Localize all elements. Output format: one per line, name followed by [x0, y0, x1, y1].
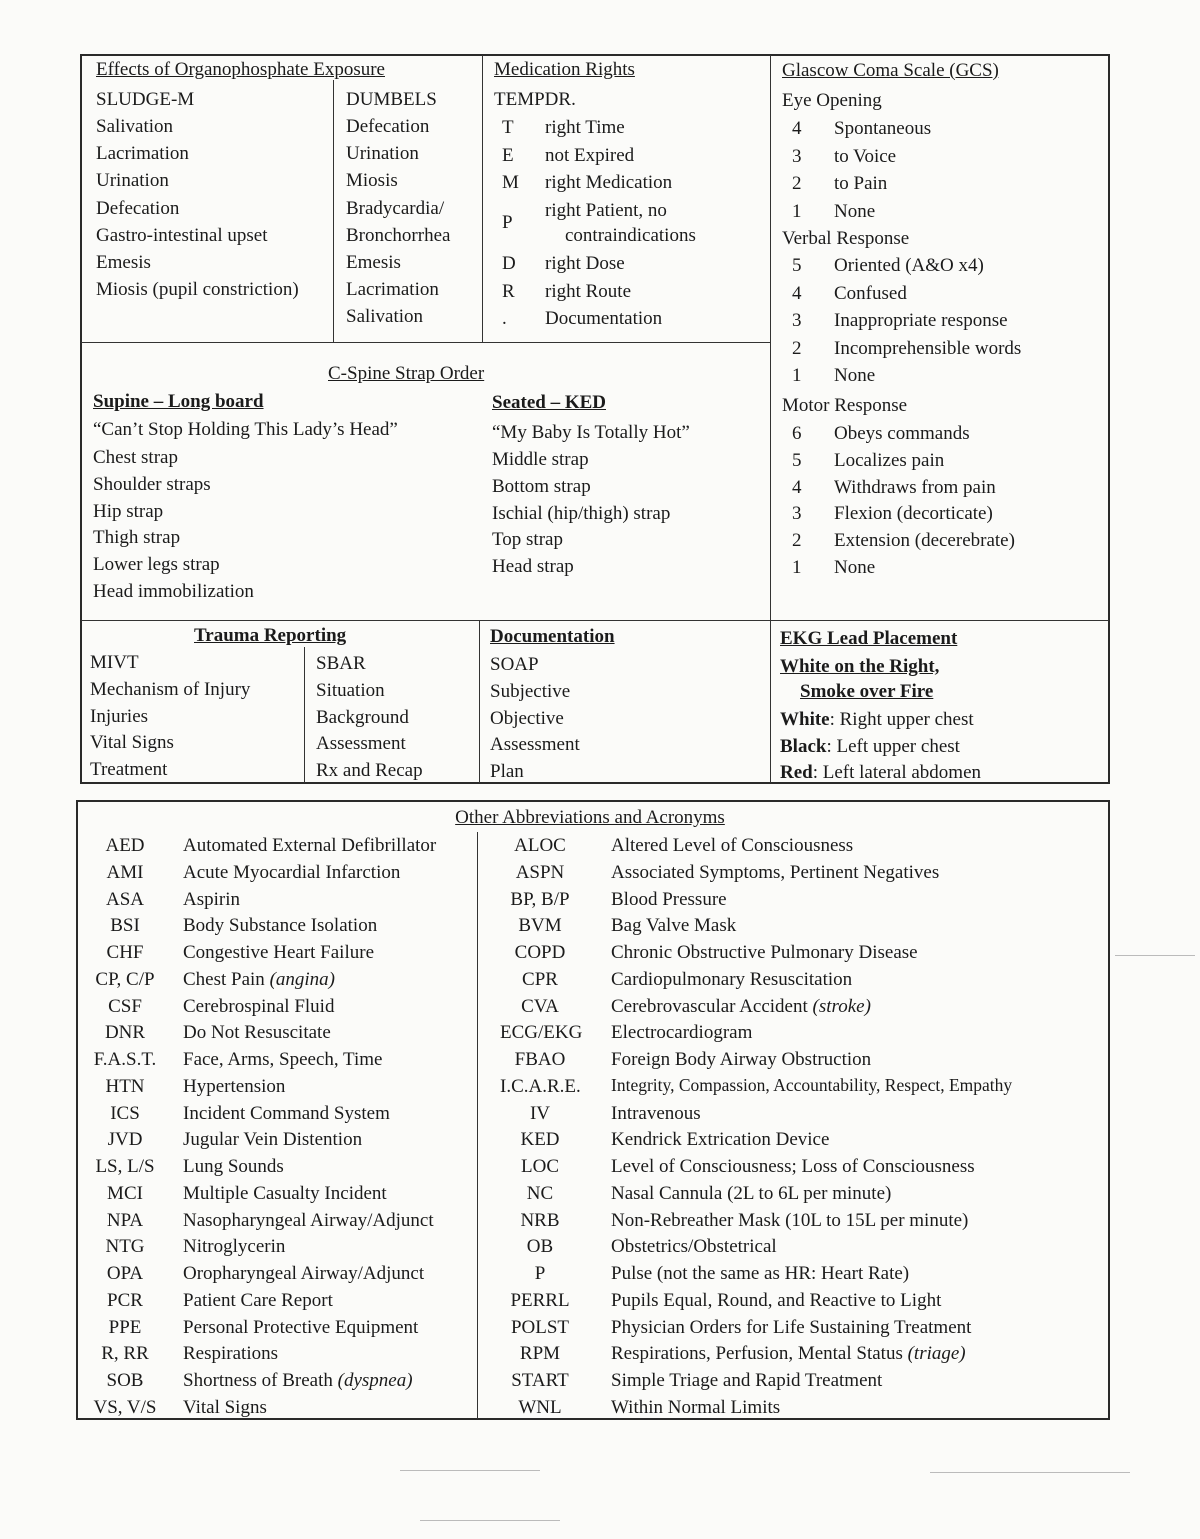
abbreviation: BVM [518, 915, 562, 937]
divider [333, 80, 334, 343]
divider [482, 55, 483, 343]
definition-text: Lung Sounds [183, 1156, 284, 1177]
gcs-description: Extension (decerebrate) [834, 530, 1015, 552]
abbreviation: SOB [106, 1370, 144, 1391]
divider [479, 620, 480, 783]
abbreviation: PPE [108, 1316, 142, 1338]
definition-text: Oropharyngeal Airway/Adjunct [183, 1263, 425, 1284]
ekg-lead-row [780, 710, 974, 729]
abbreviation-definition [183, 1318, 418, 1337]
definition-text: Pulse (not the same as HR: Heart Rate) [611, 1263, 910, 1284]
ekg-rule-1: White on the Right, [780, 656, 940, 677]
abbreviation-definition [183, 1050, 383, 1069]
mivt-item: Mechanism of Injury [90, 679, 251, 700]
divider [477, 832, 478, 1419]
abbreviations-title: Other Abbreviations and Acronyms [455, 807, 725, 828]
medication-letter: . [502, 308, 507, 329]
medication-mnemonic: TEMPDR. [494, 89, 576, 110]
medication-text: right Patient, no [545, 200, 667, 221]
abbreviation-definition [611, 1130, 829, 1149]
seated-item: Ischial (hip/thigh) strap [492, 502, 671, 524]
medication-letter: M [502, 172, 519, 193]
abbreviation: JVD [107, 1129, 143, 1151]
abbreviation: START [511, 1370, 569, 1391]
ekg-lead-row [780, 737, 960, 756]
definition-text: Acute Myocardial Infarction [183, 861, 401, 883]
seated-mnemonic: “My Baby Is Totally Hot” [492, 422, 690, 443]
definition-note: (stroke) [812, 995, 871, 1017]
abbreviation: ALOC [514, 835, 566, 856]
abbreviation: PERRL [510, 1289, 570, 1311]
abbreviation: HTN [105, 1075, 145, 1097]
soap-item: Plan [490, 760, 524, 782]
abbreviation: ICS [110, 1102, 140, 1124]
medication-text: right Medication [545, 172, 673, 193]
medication-text: contraindications [565, 225, 696, 246]
supine-item: Hip strap [93, 500, 164, 522]
definition-text: Congestive Heart Failure [183, 942, 375, 963]
abbreviation: CPR [522, 968, 558, 990]
abbreviation: POLST [510, 1316, 570, 1338]
abbreviation-definition [183, 1211, 434, 1230]
soap-item: Objective [490, 707, 564, 729]
medication-title: Medication Rights [494, 59, 635, 80]
definition-text: Body Substance Isolation [183, 915, 378, 937]
abbreviation-definition [611, 1074, 1013, 1095]
definition-note: (dyspnea) [337, 1370, 413, 1391]
definition-text: Respirations, Perfusion, Mental Status [611, 1343, 903, 1365]
definition-text: Intravenous [611, 1102, 701, 1124]
abbreviation-definition [611, 1291, 941, 1310]
sludge-title: SLUDGE-M [96, 89, 195, 110]
definition-text: Cardiopulmonary Resuscitation [611, 968, 853, 990]
definition-text: Automated External Defibrillator [183, 835, 437, 856]
abbreviation-definition [183, 1023, 331, 1042]
definition-text: Simple Triage and Rapid Treatment [611, 1370, 883, 1391]
abbreviation-definition [611, 1344, 966, 1363]
ekg-lead-color: Red [780, 762, 813, 783]
definition-text: Jugular Vein Distention [183, 1129, 363, 1151]
medication-letter: E [502, 145, 514, 166]
supine-title: Supine – Long board [93, 391, 264, 412]
soap-title: SOAP [490, 654, 539, 675]
abbreviation: LOC [521, 1156, 559, 1177]
abbreviation-definition [611, 916, 736, 935]
sbar-item: Background [316, 706, 409, 728]
abbreviation-definition [183, 1130, 362, 1149]
medication-text: not Expired [545, 145, 635, 166]
definition-text: Chronic Obstructive Pulmonary Disease [611, 942, 918, 963]
definition-text: Level of Consciousness; Loss of Consciousness [611, 1156, 975, 1177]
definition-text: Associated Symptoms, Pertinent Negatives [611, 861, 940, 883]
sludge-item: Miosis (pupil constriction) [96, 279, 299, 301]
abbreviation: DNR [104, 1022, 146, 1044]
abbreviation: CP, C/P [95, 968, 155, 990]
gcs-title: Glascow Coma Scale (GCS) [782, 60, 999, 81]
divider [81, 342, 770, 343]
gcs-score: 3 [792, 503, 802, 525]
mivt-item: Injuries [90, 705, 149, 727]
seated-item: Head strap [492, 556, 574, 578]
medication-letter: P [502, 212, 513, 233]
definition-text: Chest Pain [183, 968, 265, 990]
gcs-score: 4 [792, 118, 802, 139]
abbreviation: MCI [107, 1182, 143, 1204]
definition-text: Non-Rebreather Mask (10L to 15L per minute) [611, 1209, 969, 1231]
scan-artifact [420, 1520, 560, 1521]
soap-item: Subjective [490, 681, 571, 702]
medication-text: right Dose [545, 253, 625, 274]
gcs-eye-title: Eye Opening [782, 90, 882, 111]
supine-item: Shoulder straps [93, 473, 211, 495]
gcs-description: Inappropriate response [834, 310, 1008, 332]
definition-text: Hypertension [183, 1075, 286, 1097]
abbreviation: NPA [106, 1209, 144, 1231]
abbreviation-definition [611, 1237, 777, 1256]
abbreviation: COPD [514, 942, 566, 963]
dumbels-item: Defecation [346, 116, 430, 137]
definition-text: Nasopharyngeal Airway/Adjunct [183, 1209, 434, 1231]
definition-note: (triage) [907, 1343, 966, 1365]
mivt-title: MIVT [90, 652, 139, 673]
ekg-lead-row [780, 763, 981, 782]
ekg-lead-position: : Left upper chest [826, 735, 960, 757]
abbreviation-definition [183, 1291, 333, 1310]
abbreviation-definition [611, 1104, 701, 1123]
abbreviation-definition [183, 943, 374, 962]
mivt-item: Vital Signs [90, 732, 174, 753]
sludge-item: Emesis [96, 252, 151, 273]
definition-text: Vital Signs [183, 1396, 267, 1418]
abbreviation-definition [183, 997, 334, 1016]
abbreviation: NRB [520, 1209, 560, 1231]
abbreviation-definition [183, 1398, 267, 1417]
supine-item: Head immobilization [93, 581, 254, 602]
abbreviation-definition [611, 1264, 909, 1283]
abbreviation-definition [183, 916, 377, 935]
organophosphate-title: Effects of Organophosphate Exposure [96, 59, 385, 80]
abbreviation: NC [526, 1182, 554, 1204]
definition-text: Nasal Cannula (2L to 6L per minute) [611, 1182, 892, 1204]
definition-note: (angina) [269, 968, 335, 990]
definition-text: Aspirin [183, 888, 240, 910]
gcs-description: Oriented (A&O x4) [834, 255, 984, 276]
gcs-score: 4 [792, 282, 802, 304]
definition-text: Incident Command System [183, 1102, 390, 1124]
abbreviation-definition [183, 836, 436, 855]
medication-text: Documentation [545, 308, 663, 329]
definition-text: Blood Pressure [611, 888, 727, 910]
dumbels-item: Miosis [346, 170, 398, 192]
gcs-score: 1 [792, 365, 802, 387]
abbreviation-definition [183, 1104, 390, 1123]
supine-item: Chest strap [93, 447, 178, 468]
sludge-item: Lacrimation [96, 143, 189, 165]
abbreviation-definition [611, 1371, 882, 1390]
ekg-rule-2: Smoke over Fire [800, 681, 934, 702]
abbreviation: ECG/EKG [500, 1022, 583, 1044]
definition-text: Cerebrospinal Fluid [183, 995, 335, 1017]
abbreviation-definition [611, 890, 727, 909]
definition-text: Respirations [183, 1343, 278, 1365]
definition-text: Patient Care Report [183, 1289, 333, 1311]
medication-text: right Route [545, 281, 632, 302]
scan-artifact [930, 1472, 1130, 1473]
gcs-score: 4 [792, 476, 802, 498]
definition-text: Foreign Body Airway Obstruction [611, 1049, 872, 1070]
gcs-verbal-title: Verbal Response [782, 228, 910, 249]
gcs-description: Spontaneous [834, 118, 932, 139]
abbreviation: I.C.A.R.E. [500, 1075, 581, 1097]
abbreviation-definition [183, 1157, 284, 1176]
abbreviation-definition [183, 970, 335, 989]
gcs-description: Flexion (decorticate) [834, 503, 993, 525]
definition-text: Electrocardiogram [611, 1022, 753, 1044]
definition-text: Face, Arms, Speech, Time [183, 1049, 383, 1070]
abbreviation-definition [611, 836, 853, 855]
sludge-item: Urination [96, 170, 169, 192]
abbreviation-definition [611, 1318, 971, 1337]
abbreviation-definition [183, 1237, 285, 1256]
abbreviation: LS, L/S [95, 1156, 155, 1177]
soap-item: Assessment [490, 734, 580, 755]
abbreviation-definition [183, 1184, 387, 1203]
definition-text: Shortness of Breath [183, 1370, 333, 1391]
abbreviation: VS, V/S [93, 1396, 157, 1418]
definition-text: Nitroglycerin [183, 1236, 286, 1258]
gcs-description: Confused [834, 282, 907, 304]
ekg-lead-position: : Left lateral abdomen [812, 762, 982, 783]
gcs-description: Localizes pain [834, 449, 945, 471]
dumbels-item: Bronchorrhea [346, 224, 451, 246]
abbreviation-definition [611, 1157, 975, 1176]
divider [304, 647, 305, 783]
abbreviation: PCR [107, 1289, 143, 1311]
gcs-description: None [834, 200, 876, 222]
definition-text: Personal Protective Equipment [183, 1316, 419, 1338]
definition-text: Pupils Equal, Round, and Reactive to Light [611, 1289, 942, 1311]
gcs-motor-title: Motor Response [782, 395, 908, 416]
abbreviation-definition [611, 863, 939, 882]
gcs-score: 5 [792, 449, 802, 471]
supine-item: Thigh strap [93, 527, 181, 549]
abbreviation-definition [611, 1023, 752, 1042]
medication-letter: D [502, 253, 516, 274]
abbreviation: CHF [106, 942, 144, 963]
documentation-title: Documentation [490, 626, 615, 647]
abbreviation: OPA [106, 1263, 144, 1284]
abbreviation: R, RR [101, 1343, 149, 1365]
abbreviation: IV [529, 1102, 551, 1124]
abbreviation-definition [611, 1398, 780, 1417]
dumbels-item: Urination [346, 143, 419, 165]
seated-title: Seated – KED [492, 392, 606, 413]
dumbels-item: Lacrimation [346, 279, 439, 301]
abbreviation: ASPN [515, 861, 565, 883]
cspine-title: C-Spine Strap Order [328, 363, 485, 384]
sludge-item: Gastro-intestinal upset [96, 224, 268, 246]
abbreviation: RPM [519, 1343, 561, 1365]
gcs-score: 3 [792, 145, 802, 167]
definition-text: Bag Valve Mask [611, 915, 737, 937]
dumbels-item: Salivation [346, 306, 424, 328]
abbreviation: AED [105, 835, 145, 856]
gcs-score: 3 [792, 310, 802, 332]
gcs-score: 2 [792, 337, 802, 359]
divider [81, 620, 1109, 621]
dumbels-item: Bradycardia/ [346, 197, 445, 219]
scan-artifact [400, 1470, 540, 1471]
dumbels-title: DUMBELS [346, 89, 437, 110]
gcs-description: to Voice [834, 145, 897, 167]
divider [770, 55, 771, 783]
abbreviation: BSI [110, 915, 140, 937]
abbreviation-definition [611, 970, 852, 989]
scan-artifact [1115, 955, 1195, 956]
abbreviation: BP, B/P [510, 888, 570, 910]
gcs-description: Obeys commands [834, 423, 970, 444]
seated-item: Bottom strap [492, 475, 591, 497]
medication-letter: T [502, 117, 514, 138]
abbreviation-definition [183, 1077, 285, 1096]
definition-text: Within Normal Limits [611, 1396, 781, 1418]
abbreviation: NTG [105, 1236, 145, 1258]
gcs-score: 5 [792, 255, 802, 276]
abbreviation-definition [611, 997, 871, 1016]
abbreviation: F.A.S.T. [93, 1049, 157, 1070]
definition-text: Multiple Casualty Incident [183, 1182, 387, 1204]
abbreviation: ASA [105, 888, 144, 910]
gcs-score: 6 [792, 423, 802, 444]
trauma-title: Trauma Reporting [194, 625, 347, 646]
ekg-lead-color: White [780, 709, 830, 730]
abbreviation: CSF [108, 995, 142, 1017]
supine-item: Lower legs strap [93, 554, 220, 576]
gcs-description: None [834, 557, 876, 578]
medication-letter: R [502, 281, 515, 302]
abbreviation: KED [520, 1129, 560, 1151]
definition-text: Do Not Resuscitate [183, 1022, 331, 1044]
ekg-title: EKG Lead Placement [780, 628, 958, 649]
gcs-description: to Pain [834, 173, 888, 194]
gcs-description: None [834, 365, 876, 387]
abbreviation-definition [183, 1264, 424, 1283]
abbreviation-definition [183, 1371, 413, 1390]
sludge-item: Salivation [96, 116, 174, 137]
abbreviation-definition [611, 1050, 871, 1069]
definition-text: Altered Level of Consciousness [611, 835, 854, 856]
abbreviation: AMI [106, 861, 144, 883]
seated-item: Top strap [492, 529, 563, 551]
abbreviation-definition [611, 1211, 968, 1230]
abbreviation-definition [183, 1344, 278, 1363]
abbreviation: WNL [518, 1396, 562, 1418]
definition-text: Integrity, Compassion, Accountability, Respect, Empathy [611, 1074, 1013, 1095]
abbreviation-definition [611, 943, 918, 962]
definition-text: Obstetrics/Obstetrical [611, 1236, 777, 1258]
dumbels-item: Emesis [346, 252, 401, 273]
gcs-score: 2 [792, 530, 802, 552]
gcs-description: Withdraws from pain [834, 476, 996, 498]
sbar-item: Assessment [316, 733, 406, 754]
sbar-item: Rx and Recap [316, 759, 423, 781]
gcs-description: Incomprehensible words [834, 337, 1022, 359]
sludge-item: Defecation [96, 197, 180, 219]
abbreviation-definition [183, 863, 400, 882]
seated-item: Middle strap [492, 449, 589, 470]
definition-text: Physician Orders for Life Sustaining Treatment [611, 1316, 972, 1338]
supine-mnemonic: “Can’t Stop Holding This Lady’s Head” [93, 419, 398, 440]
abbreviation-definition [611, 1184, 891, 1203]
abbreviation: CVA [521, 995, 559, 1017]
gcs-score: 2 [792, 173, 802, 194]
gcs-score: 1 [792, 200, 802, 222]
gcs-score: 1 [792, 557, 802, 578]
abbreviation: P [534, 1263, 546, 1284]
abbreviation-definition [183, 890, 240, 909]
ekg-lead-color: Black [780, 735, 827, 757]
sbar-title: SBAR [316, 653, 366, 674]
definition-text: Cerebrovascular Accident [611, 995, 808, 1017]
abbreviation: FBAO [514, 1049, 566, 1070]
sbar-item: Situation [316, 680, 385, 701]
mivt-item: Treatment [90, 758, 168, 780]
definition-text: Kendrick Extrication Device [611, 1129, 830, 1151]
medication-text: right Time [545, 117, 625, 138]
ekg-lead-position: : Right upper chest [829, 709, 974, 730]
abbreviation: OB [526, 1236, 554, 1258]
